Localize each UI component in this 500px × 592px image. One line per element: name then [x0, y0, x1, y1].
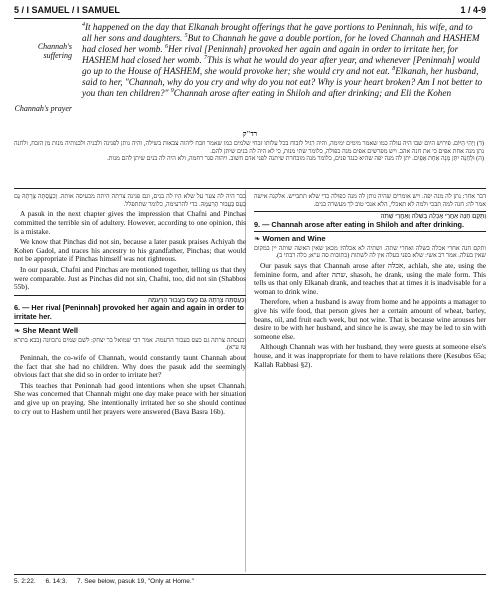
verse-heading-english: 9. — Channah arose after eating in Shiloh and after drinking. [254, 220, 465, 230]
ornament-icon: ❧ [254, 233, 263, 243]
header-rule [14, 18, 486, 19]
paragraph: In our pasuk, Chafni and Pinchas are mentioned together, telling us that they were comparable. Just as Pinchas did not sin, Chafni, too, did not sin (Shabbos 55b). [14, 264, 246, 292]
left-column [14, 192, 246, 418]
verse-heading-hebrew: וְכִעֲסַתָּה צָרָתָהּ גַּם כַּעַס בַּעֲבוּר הַרְּעִמָהּ [147, 296, 246, 304]
paragraph: Our pasuk says that Channah arose after אכלה, achlah, she ate, using the feminine form, and after שתה, shasoh, he drank, using the male form. This tells us that only Elkanah drank, and teaches that at times it is inadvisable for a woman to drink wine. [254, 261, 487, 296]
subheading [254, 234, 486, 243]
verse-7: This is what he would do year after year, and whenever [Peninnah] would go up to the House of HASHEM, she would provoke her; she would cry and not eat. [82, 55, 480, 76]
paragraph: A pasuk in the next chapter gives the impression that Chafni and Pinchas committed the terrible sin of adultery. However, according to one opinion, this is a mistake. [14, 209, 246, 236]
verse-number: 7 [203, 54, 207, 61]
paragraph: Peninnah, the co-wife of Channah, would constantly taunt Channah about the fact that she had no children. Why does the pasuk add the seemingly obvious fact that she did so in order to irritate her? [14, 353, 246, 380]
paragraph: Therefore, when a husband is away from home and he appoints a manager to give his wife food, that person gives her a certain amount of wheat, barley, beans, oil, and fruit each week, but not wine. That is because wine arouses her desire to be with her husband, and since he is away, she may be led to sin with someone else. [254, 297, 486, 341]
verse-8: Elkanah, her husband, said to her, "Channah, why do you cry and why do you not eat? Why is your heart broken? Am I not better to you than ten children?" [82, 66, 483, 98]
hebrew-block: דבר אחר: נתן לה מנה יפה. ויש אומרים שהיה נותן לה מנה כפולה כדי שלא תתבייש. אלקנה אישה אמר לה: חנה למה תבכי ולמה לא תאכלי, הלא אנכי טוב לך מעשרה בנים. [254, 193, 486, 208]
paragraph: Although Channah was with her husband, they were guests at someone else's house, and it was inappropriate for them to have relations there (Kesubos 65a; Kallah Rabbasi §2). [254, 342, 486, 369]
section-rule [14, 188, 486, 189]
header-right: 1 / 4-9 [460, 5, 486, 15]
header-left: 5 / I SAMUEL / I SAMUEL [14, 5, 120, 15]
english-commentary [14, 354, 246, 416]
footnotes [14, 578, 484, 585]
footnote: 7. See below, pasuk 19, "Only at Home." [77, 578, 194, 585]
verse-number: 5 [184, 32, 188, 39]
subheading-text: Women and Wine [262, 233, 326, 243]
footnote: 5. 2:22. [14, 578, 36, 585]
verse-5: But to Channah he gave a double portion, for he loved Channah and HASHEM had closed her womb. [82, 33, 480, 54]
hebrew-commentary-top [14, 140, 484, 163]
hebrew-paragraph: (ד) וַיְהִי הַיּוֹם. פירוש היום שבו היה עולה כמו שאמר מימים ימימה, והיה רגיל לזבוח בכל עלותו זבחי שלמים כמו שאמר וזבח ליהוה צבאות בשילה, והיה נותן לפנינה ולבניה ולבנותיה מנות מן הזבח, ולחנה נתן מנה אחת אפים כי את חנה אהב. ויש מפרשים אפים מנה כפולה, כלומר שתי מנות, כי לא היה לה בנים שיתן להם. [14, 140, 484, 155]
footnote-rule [14, 574, 486, 575]
hebrew-block: ותקם חנה אחרי אכלה בשלה ואחרי שתה. ושתיה לא אכלה? מכאן שאין האשה שותה יין במקום שאין בעלה. אמר רב אשי: שלא בפני בעלה אין לה לשתות (כתובות סה ע"א; כלה רבתי ב). [254, 244, 486, 260]
verse-number: 6 [164, 43, 168, 50]
commentary-title: רד"ק [242, 130, 258, 138]
subheading-text: She Meant Well [22, 325, 79, 335]
english-commentary [14, 210, 246, 291]
english-commentary [254, 262, 486, 369]
paragraph: This teaches that Peninnah had good intentions when she upset Channah. She was concerned that Channah might one day make peace with her situation and give up on praying. She intentionally irritated her so she should continue to cry out to Hashem until her prayers were answered (Bava Basra 16b). [14, 380, 246, 416]
running-header [14, 5, 486, 19]
verse-9: Channah arose after eating in Shiloh and after drinking; and Eli the Kohen [173, 88, 452, 98]
verse-heading-9 [254, 211, 486, 231]
verse-6: Her rival [Peninnah] provoked her again and again in order to irritate her, for HASHEM had closed her womb. [82, 44, 459, 65]
subheading [14, 326, 246, 335]
hebrew-block: כבר היה לה צער על שלא היו לה בנים, וגם פנינה צרתה היתה מכעיסה אותה. וְכִעֲסַתָּה צָרָתָהּ גַּם כַּעַס בַּעֲבוּר הַרְּעִמָהּ. כדי להרעימה, כלומר שתתפלל. [14, 193, 246, 208]
paragraph: We know that Pinchas did not sin, because a later pasuk praises Achiyah the Kohen Gadol, and traces his ancestry to his grandfather, Pinchas; that would not be appropriate if Pinchas himself was not righteous. [14, 237, 246, 264]
side-note-prayer: Channah's prayer [14, 104, 72, 113]
verse-heading-6 [14, 295, 246, 324]
side-note-suffering: Channah's suffering [37, 42, 72, 60]
verse-translation [82, 22, 484, 99]
footnote: 6. 14:3. [45, 578, 68, 585]
verse-heading-english: 6. — Her rival [Peninnah] provoked her again and again in order to irritate her. [14, 303, 244, 322]
verse-number: 4 [82, 21, 85, 28]
verse-4: It happened on the day that Elkanah brought offerings that he gave portions to Peninnah, his wife, and to all her sons and daughters. [82, 22, 473, 43]
verse-number: 8 [392, 65, 396, 72]
verse-number: 9 [170, 87, 174, 94]
hebrew-block: וכעסתה צרתה גם כעס בעבור הרעמה. אמר רבי שמואל בר יצחק: לשם שמים נתכוונה (בבא בתרא טז ע"א). [14, 336, 246, 352]
verse-heading-hebrew: וַתָּקָם חַנָּה אַחֲרֵי אָכְלָה בְשִׁלֹה וְאַחֲרֵי שָׁתֹה [380, 213, 486, 221]
hebrew-paragraph: (ה) וּלְחַנָּה יִתֵּן מָנָה אַחַת אַפָּיִם. יתן לה מנה יפה שהיא כנגד פנים, כלומר מנה מובחרת שיתנה לפני אדם חשוב. ויהוה סגר רחמה, ולא היה לה בנים שיתן להם מנות. [107, 155, 484, 163]
right-column [254, 192, 486, 371]
ornament-icon: ❧ [14, 325, 23, 335]
